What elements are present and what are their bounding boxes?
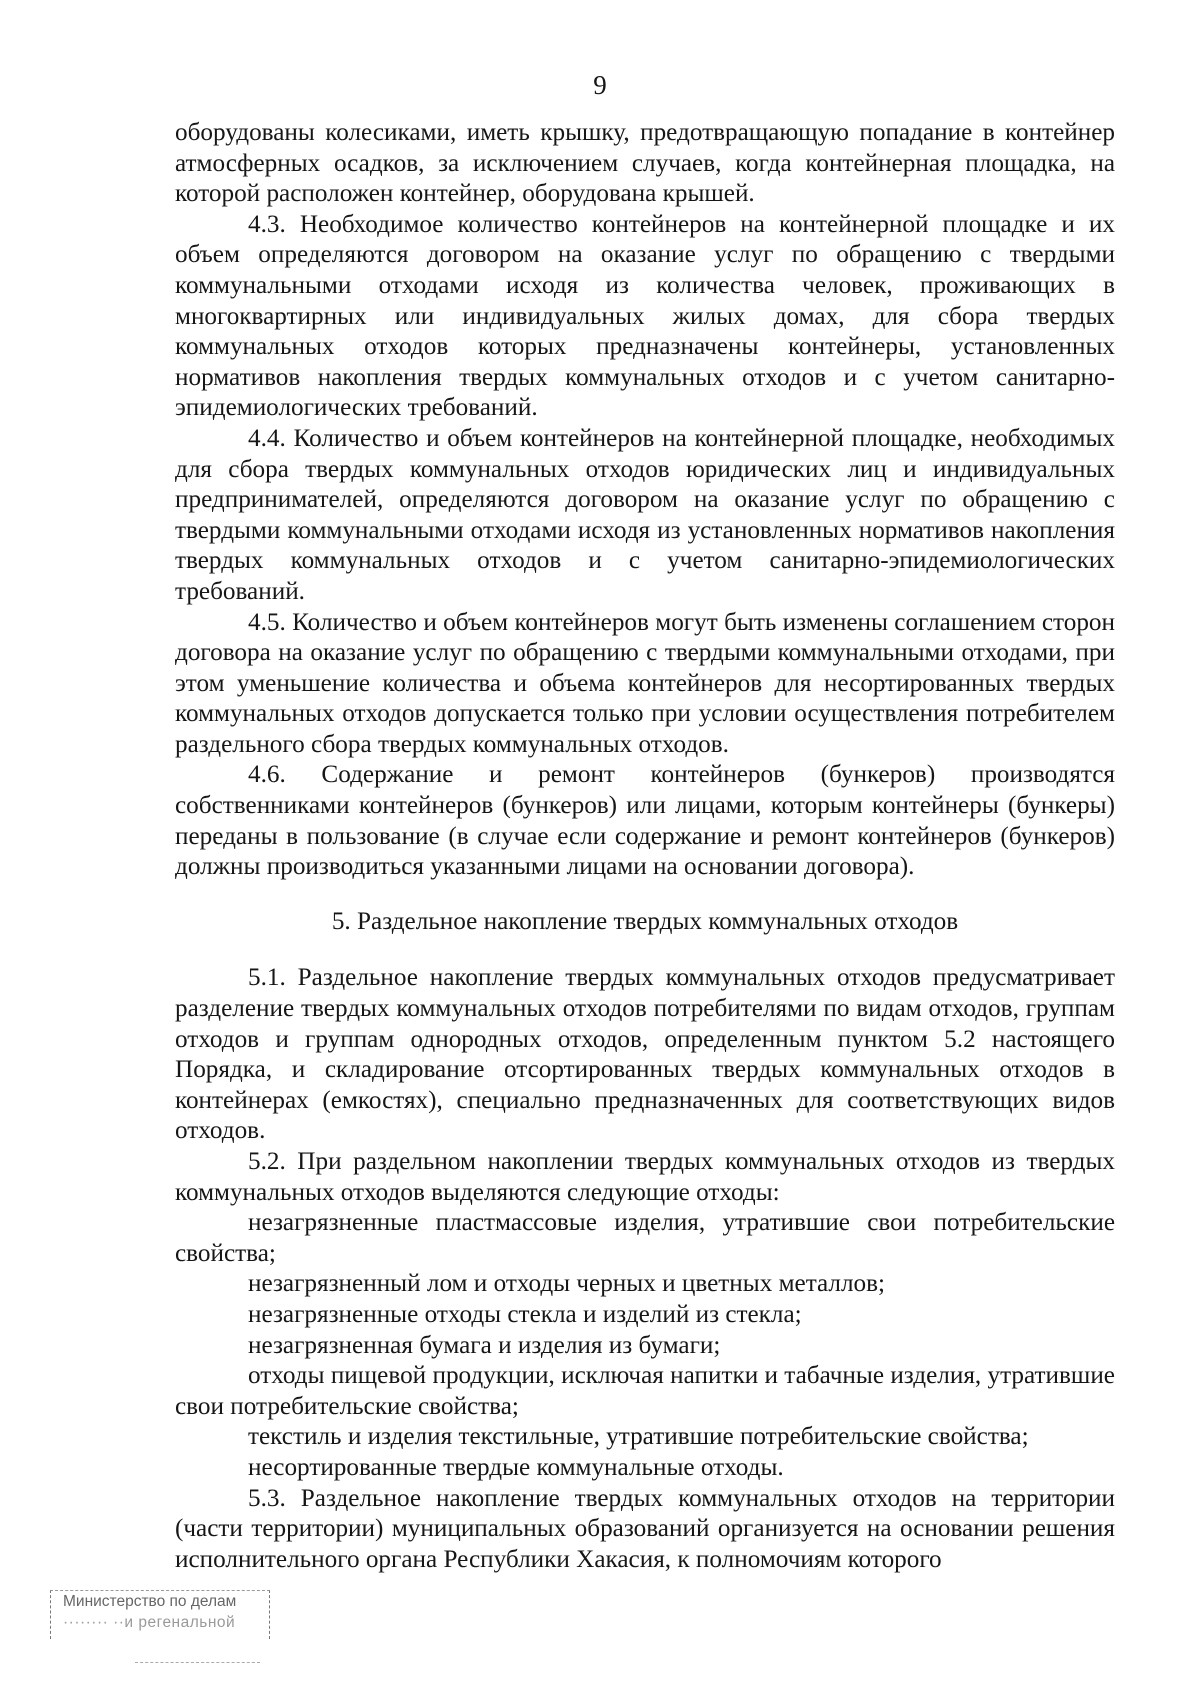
paragraph-4-4: 4.4. Количество и объем контейнеров на контейнерной площадке, необходимых для сбора твердых коммунальных отходов юридических лиц и индивидуальных предпринимателей, определяются договором на оказание услуг по обращению с твердыми коммунальными отходами исходя из установленных нормативов накопления твердых коммунальных отходов и с учетом санитарно-эпидемиологических требований. [175,424,1115,605]
list-item: отходы пищевой продукции, исключая напитки и табачные изделия, утратившие свои потребительские свойства; [175,1362,1115,1420]
paragraph-5-1: 5.1. Раздельное накопление твердых коммунальных отходов предусматривает разделение твердых коммунальных отходов потребителями по видам отходов, группам отходов и группам однородных отходов, определенным пунктом 5.2 настоящего Порядка, и складирование отсортированных твердых коммунальных отходов в контейнерах (емкостях), специально предназначенных для соответствующих видов отходов. [175,964,1115,1145]
section-heading: 5. Раздельное накопление твердых коммунальных отходов [331,907,959,935]
ministry-stamp [50,1590,270,1639]
paragraph-5-2: 5.2. При раздельном накоплении твердых коммунальных отходов из твердых коммунальных отходов выделяются следующие отходы: [175,1148,1115,1206]
paragraph-continuation: оборудованы колесиками, иметь крышку, предотвращающую попадание в контейнер атмосферных осадков, за исключением случаев, когда контейнерная площадка, на которой расположен контейнер, оборудована крышей. [175,119,1115,208]
document-body [175,118,1115,1575]
list-item: текстиль и изделия текстильные, утратившие потребительские свойства; [248,1423,1029,1451]
stamp-divider [135,1662,260,1663]
list-item: незагрязненная бумага и изделия из бумаги; [248,1331,721,1359]
paragraph-4-5: 4.5. Количество и объем контейнеров могут быть изменены соглашением сторон договора на оказание услуг по обращению с твердыми коммунальными отходами, при этом уменьшение количества и объема контейнеров для несортированных твердых коммунальных отходов допускается только при условии осуществления потребителем раздельного сбора твердых коммунальных отходов. [175,608,1115,758]
stamp-line-1: Министерство по делам [63,1593,237,1610]
paragraph-4-3: 4.3. Необходимое количество контейнеров на контейнерной площадке и их объем определяются договором на оказание услуг по обращению с твердыми коммунальными отходами исходя из количества человек, проживающих в многоквартирных или индивидуальных жилых домах, для сбора твердых коммунальных отходов которых предназначены контейнеры, установленных нормативов накопления твердых коммунальных отходов и с учетом санитарно-эпидемиологических требований. [175,210,1115,422]
paragraph-4-6: 4.6. Содержание и ремонт контейнеров (бункеров) производятся собственниками контейнеров (бункеров) или лицами, которым контейнеры (бункеры) переданы в пользование (в случае если содержание и ремонт контейнеров (бункеров) должны производиться указанными лицами на основании договора). [175,761,1115,881]
list-item: незагрязненный лом и отходы черных и цветных металлов; [248,1270,886,1298]
paragraph-5-3: 5.3. Раздельное накопление твердых коммунальных отходов на территории (части территории) муниципальных образований организуется на основании решения исполнительного органа Республики Хакасия, к полномочиям которого [175,1484,1115,1573]
page-number: 9 [593,70,607,100]
list-item: незагрязненные пластмассовые изделия, утратившие свои потребительские свойства; [175,1209,1115,1267]
list-item: незагрязненные отходы стекла и изделий из стекла; [248,1300,802,1328]
stamp-line-2: ········ ··и регенальной [63,1614,236,1631]
list-item: несортированные твердые коммунальные отходы. [248,1453,784,1481]
